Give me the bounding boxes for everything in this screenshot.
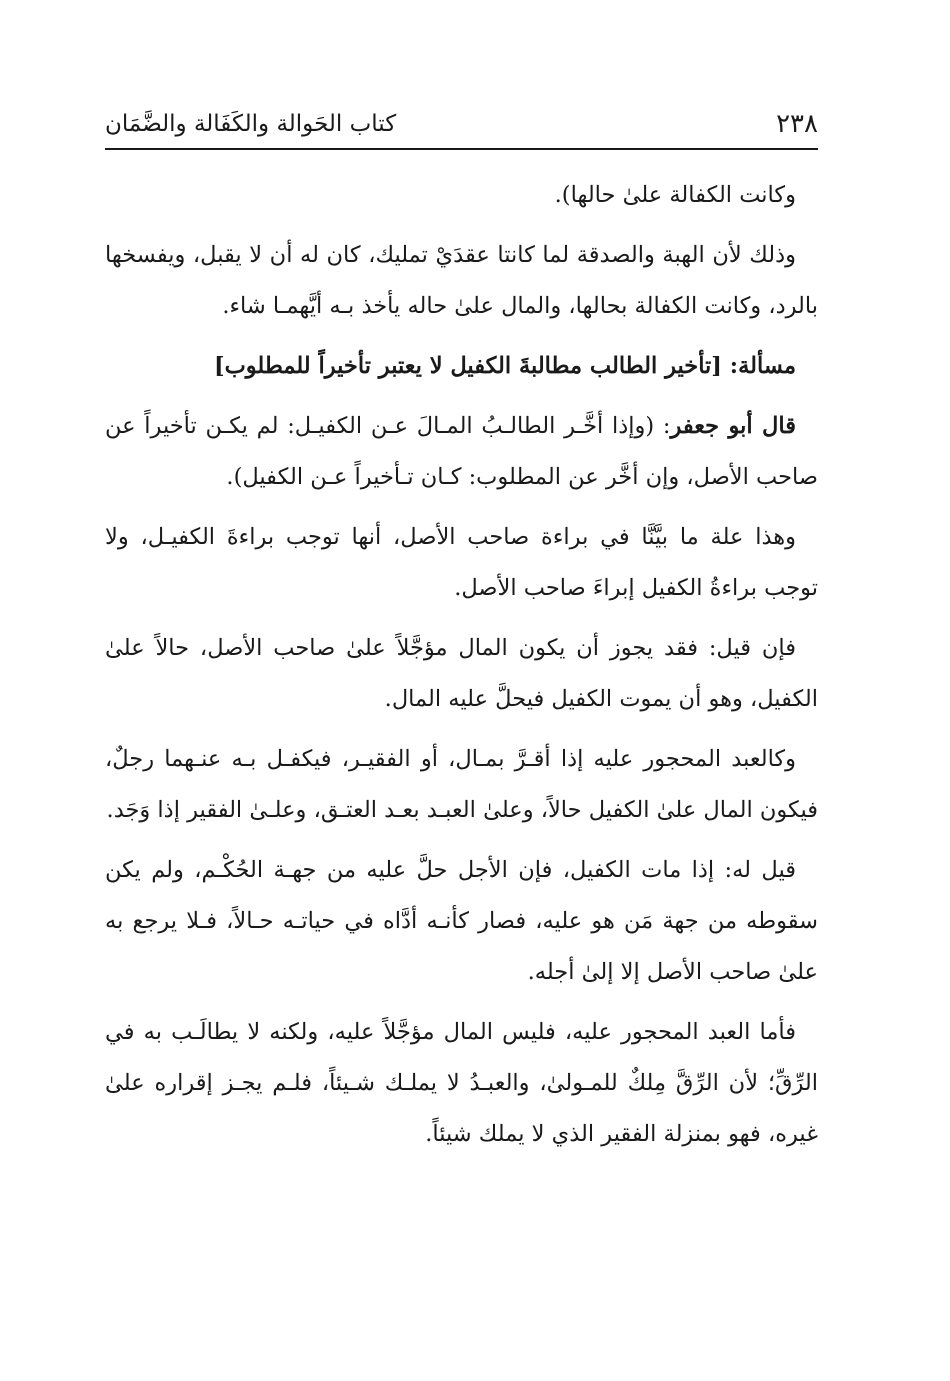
header-divider — [105, 148, 818, 150]
paragraph-4: وهذا علة ما بيَّنَّا في براءة صاحب الأصل، أنها توجب براءةَ الكفيـل، ولا توجب براءةُ الكفيل إبراءَ صاحب الأصل. — [105, 524, 818, 601]
paragraph-3 — [105, 401, 818, 503]
paragraph-6: وكالعبد المحجور عليه إذا أقـرَّ بمـال، أو الفقيـر، فيكفـل بـه عنـهما رجلٌ، فيكون المال علىٰ الكفيل حالاً، وعلىٰ العبـد بعـد العتـق، وعلـىٰ الفقير إذا وَجَد. — [105, 746, 818, 823]
book-page — [105, 0, 818, 1381]
paragraph-2: وذلك لأن الهبة والصدقة لما كانتا عقدَيْ تمليك، كان له أن لا يقبل، ويفسخها بالرد، وكانت الكفالة بحالها، والمال علىٰ حاله يأخذ بـه أيَّهمـا شاء. — [105, 242, 818, 319]
paragraph-5: فإن قيل: فقد يجوز أن يكون المال مؤجَّلاً علىٰ صاحب الأصل، حالاً علىٰ الكفيل، وهو أن يموت الكفيل فيحلَّ عليه المال. — [105, 635, 818, 712]
main-text — [105, 170, 818, 1169]
paragraph-3-text: : (وإذا أخَّـر الطالـبُ المـالَ عـن الكفيـل: لم يكـن تأخيراً عن صاحب الأصل، وإن أخَّر عن المطلوب: كـان تـأخيراً عـن الكفيل). — [105, 413, 818, 490]
speaker-name: قال أبو جعفر — [670, 413, 796, 439]
paragraph-7: قيل له: إذا مات الكفيل، فإن الأجل حلَّ عليه من جهـة الحُكْـم، ولم يكن سقوطه من جهة مَن هو عليه، فصار كأنـه أدَّاه في حياتـه حـالاً، فـلا يرجع به علىٰ صاحب الأصل إلا إلىٰ أجله. — [105, 857, 818, 985]
page-header — [105, 104, 818, 144]
running-title: كتاب الحَوالة والكَفَالة والضَّمَان — [105, 111, 397, 137]
paragraph-1: وكانت الكفالة علىٰ حالها). — [554, 182, 796, 208]
page-number: ٢٣٨ — [776, 109, 818, 139]
section-heading: مسألة: [تأخير الطالب مطالبةَ الكفيل لا يعتبر تأخيراً للمطلوب] — [213, 353, 796, 379]
paragraph-8: فأما العبد المحجور عليه، فليس المال مؤجَّلاً عليه، ولكنه لا يطالَـب به في الرِّقِّ؛ لأن الرِّقَّ مِلكٌ للمـولىٰ، والعبـدُ لا يملـك شـيئاً، فلـم يجـز إقراره علىٰ غيره، فهو بمنزلة الفقير الذي لا يملك شيئاً. — [105, 1019, 818, 1147]
